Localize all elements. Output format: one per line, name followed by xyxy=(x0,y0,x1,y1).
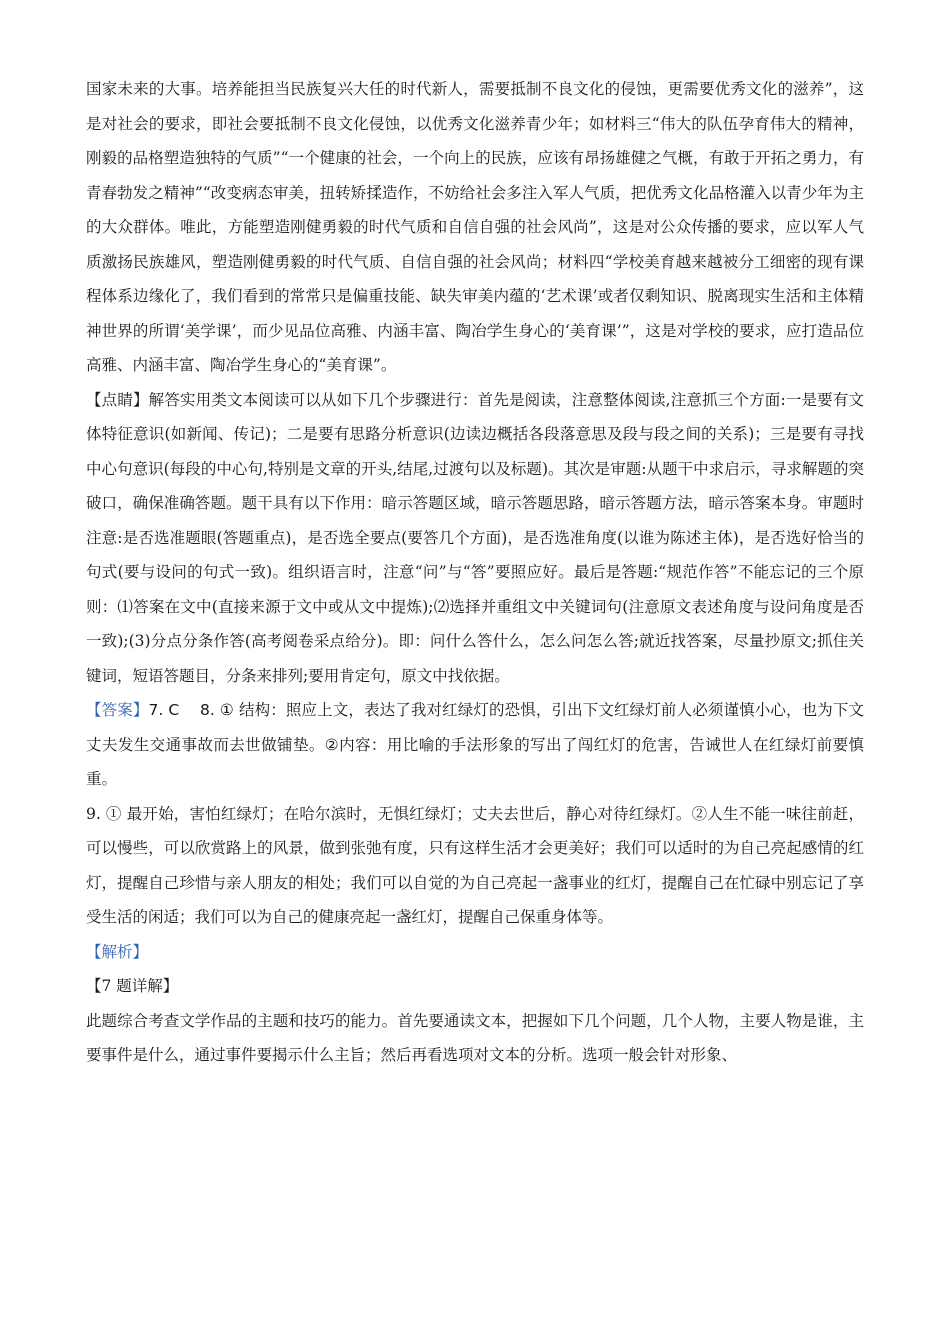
question-7-heading: 【7 题详解】 xyxy=(86,977,179,995)
tips-paragraph: 【点睛】解答实用类文本阅读可以从如下几个步骤进行：首先是阅读，注意整体阅读,注意抓三个方面:一是要有文体特征意识(如新闻、传记)；二是要有思路分析意识(边读边概括各段落意思及段与段之间的关系)；三是要有寻找中心句意识(每段的中心句,特别是文章的开头,结尾,过渡句以及标题)。其次是审题:从题干中求启示，寻求解题的突破口，确保准确答题。题干具有以下作用：暗示答题区域，暗示答题思路，暗示答题方法，暗示答案本身。审题时注意:是否选准题眼(答题重点)，是否选全要点(要答几个方面)，是否选准角度(以谁为陈述主体)，是否选好恰当的句式(要与设问的句式一致)。组织语言时，注意“问”与“答”要照应好。最后是答题:“规范作答”不能忘记的三个原则：⑴答案在文中(直接来源于文中或从文中提炼);⑵选择并重组文中关键词句(注意原文表述角度与设问角度是否一致);(3)分点分条作答(高考阅卷采点给分)。即：问什么答什么，怎么问怎么答;就近找答案，尽量抄原文;抓住关键词，短语答题目，分条来排列;要用肯定句，原文中找依据。 xyxy=(86,390,864,685)
analysis-tag: 【解析】 xyxy=(86,942,149,961)
question-7-detail-paragraph: 此题综合考查文学作品的主题和技巧的能力。首先要通读文本，把握如下几个问题，几个人物，主要人物是谁，主要事件是什么，通过事件要揭示什么主旨；然后再看选项对文本的分析。选项一般会针对形象、 xyxy=(86,1011,864,1064)
answer-paragraph-7-8 xyxy=(86,693,864,797)
analysis-paragraph-materials: 国家未来的大事。培养能担当民族复兴大任的时代新人，需要抵制不良文化的侵蚀，更需要优秀文化的滋养”，这是对社会的要求，即社会要抵制不良文化侵蚀，以优秀文化滋养青少年；如材料三“伟大的队伍孕育伟大的精神，刚毅的品格塑造独特的气质”“一个健康的社会，一个向上的民族，应该有昂扬雄健之气概，有敢于开拓之勇力，有青春勃发之精神”“改变病态审美，扭转矫揉造作，不妨给社会多注入军人气质，把优秀文化品格灌入以青少年为主的大众群体。唯此，方能塑造刚健勇毅的时代气质和自信自强的社会风尚”，这是对公众传播的要求，应以军人气质激扬民族雄风，塑造刚健勇毅的时代气质、自信自强的社会风尚；材料四“学校美育越来越被分工细密的现有课程体系边缘化了，我们看到的常常只是偏重技能、缺失审美内蕴的‘艺术课’或者仅剩知识、脱离现实生活和主体精神世界的所谓‘美学课’，而少见品位高雅、内涵丰富、陶冶学生身心的‘美育课’”，这是对学校的要求，应打造品位高雅、内涵丰富、陶冶学生身心的“美育课”。 xyxy=(86,80,864,374)
answer-text-7-8: 7. C 8. ① 结构：照应上文，表达了我对红绿灯的恐惧，引出下文红绿灯前人必须谨慎小心，也为下文丈夫发生交通事故而去世做铺垫。②内容：用比喻的手法形象的写出了闯红灯的危害，告诫世人在红绿灯前要慎重。 xyxy=(86,701,864,788)
analysis-tag-paragraph xyxy=(86,935,864,970)
answer-paragraph-9: 9. ① 最开始，害怕红绿灯；在哈尔滨时，无惧红绿灯；丈夫去世后，静心对待红绿灯。②人生不能一味往前赶，可以慢些，可以欣赏路上的风景，做到张弛有度，只有这样生活才会更美好；我们可以适时的为自己亮起感情的红灯，提醒自己珍惜与亲人朋友的相处；我们可以自觉的为自己亮起一盏事业的红灯，提醒自己在忙碌中别忘记了享受生活的闲适；我们可以为自己的健康亮起一盏红灯，提醒自己保重身体等。 xyxy=(86,804,864,926)
document-page xyxy=(86,72,864,1073)
answer-tag: 【答案】 xyxy=(86,701,149,719)
